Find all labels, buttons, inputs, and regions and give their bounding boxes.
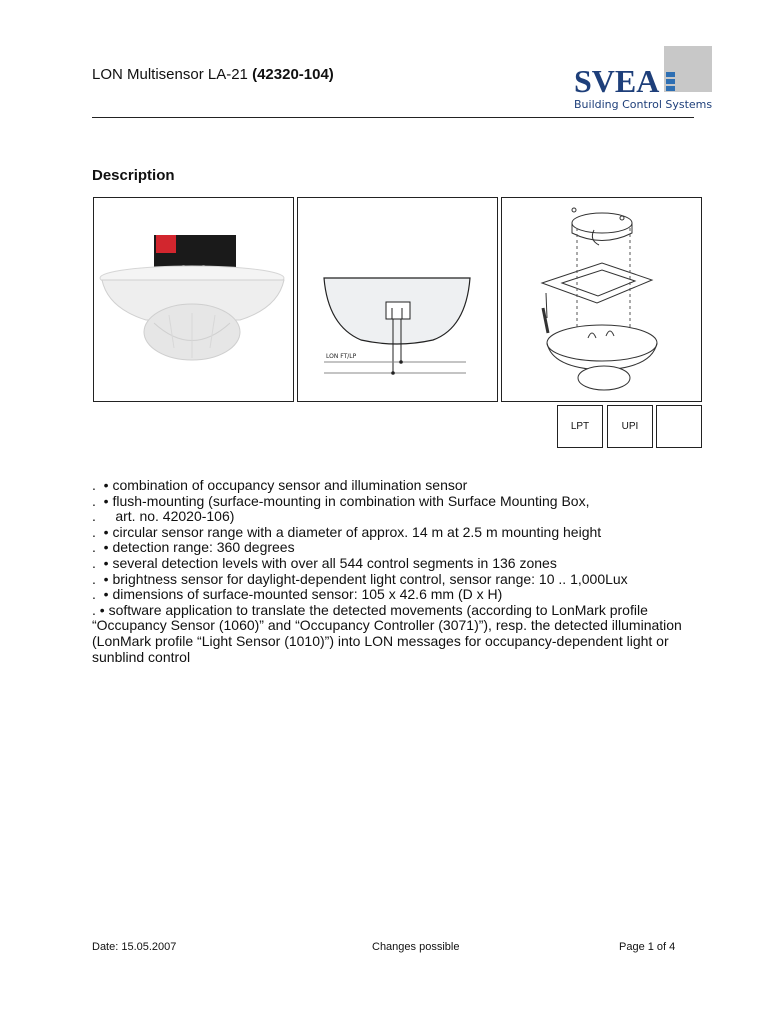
footer-changes: Changes possible <box>372 941 460 953</box>
footer-date: Date: 15.05.2007 <box>92 941 177 953</box>
list-item: . • software application to translate the detected movements (according to LonMark profile “Occupancy Sensor (1060)” and “Occupancy Controller (3071)”), resp. the detected illumination (LonMark profile “Light Sensor (1010)”) into LON messages for occupancy-dependent light or sunblind control <box>92 601 682 665</box>
svg-text:SVEA: SVEA <box>574 63 660 99</box>
header-rule <box>92 117 694 118</box>
empty-box <box>656 405 702 448</box>
list-item: . • several detection levels with over all 544 control segments in 136 zones <box>92 554 557 571</box>
title-text: LON Multisensor LA-21 <box>92 66 253 83</box>
list-item: . art. no. 42020-106) <box>92 508 235 525</box>
feature-list <box>92 478 712 665</box>
svg-text:Building Control Systems: Building Control Systems <box>574 98 712 111</box>
list-item: . • combination of occupancy sensor and illumination sensor <box>92 477 468 493</box>
bus-label: LON FT/LP <box>326 353 357 360</box>
list-item: . • flush-mounting (surface-mounting in combination with Surface Mounting Box, <box>92 492 590 509</box>
upi-box: UPI <box>607 405 653 448</box>
article-number: (42320-104) <box>252 66 334 83</box>
list-item: . • brightness sensor for daylight-dependent light control, sensor range: 10 .. 1,000Lux <box>92 570 628 587</box>
svea-logo <box>572 46 712 112</box>
footer-page-number: Page 1 of 4 <box>619 941 676 953</box>
list-item: . • detection range: 360 degrees <box>92 539 295 556</box>
list-item: . • dimensions of surface-mounted sensor: 105 x 42.6 mm (D x H) <box>92 586 503 603</box>
product-photo <box>93 197 294 402</box>
list-item: . • circular sensor range with a diameter of approx. 14 m at 2.5 m mounting height <box>92 523 602 540</box>
document-title <box>92 66 334 83</box>
section-heading: Description <box>92 167 175 184</box>
mounting-drawing <box>501 197 702 402</box>
wiring-diagram <box>297 197 498 402</box>
lpt-box: LPT <box>557 405 603 448</box>
